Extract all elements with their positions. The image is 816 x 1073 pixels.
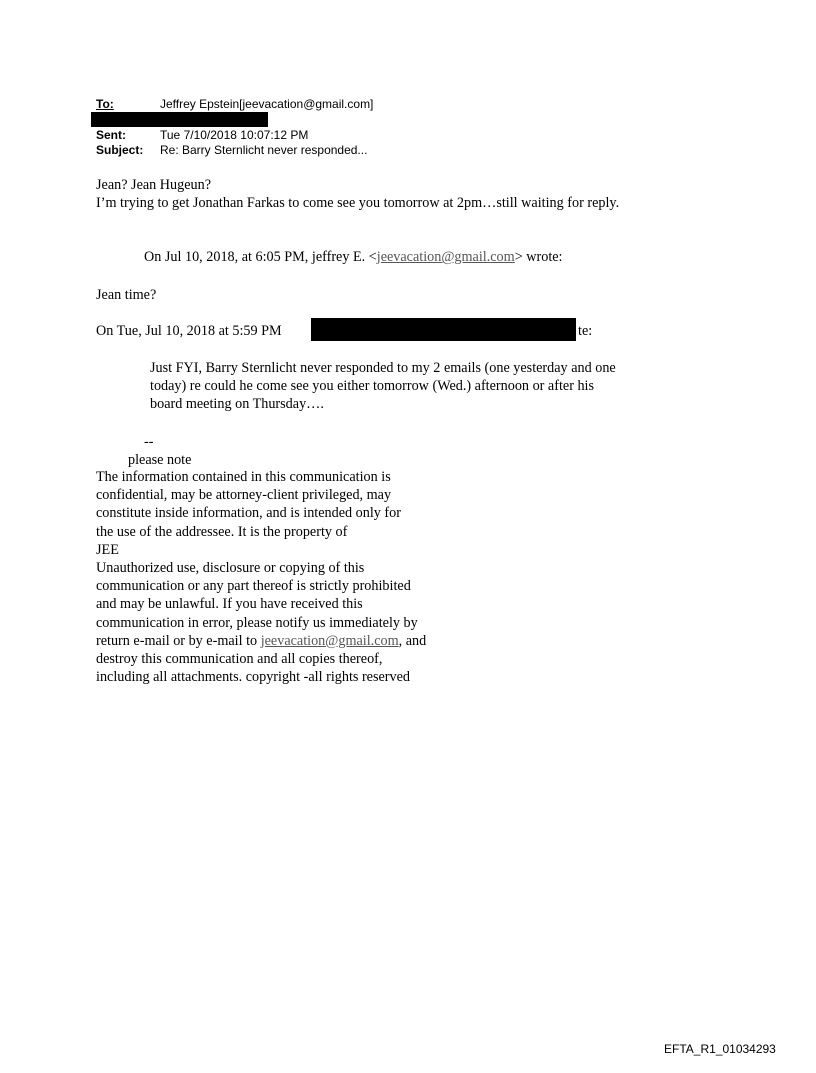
- disclaimer-line: destroy this communication and all copies thereof,: [96, 651, 383, 668]
- subject-value: Re: Barry Sternlicht never responded...: [160, 143, 368, 157]
- signature-dashes: --: [144, 434, 154, 450]
- disclaimer-line: JEE: [96, 541, 119, 558]
- disclaimer-line: including all attachments. copyright -all rights reserved: [96, 669, 411, 686]
- quoted-header-2-suffix: te:: [578, 323, 593, 339]
- quoted-email-link[interactable]: jeevacation@gmail.com: [376, 249, 515, 265]
- disclaimer-line: and may be unlawful. If you have received this: [96, 596, 363, 613]
- disclaimer-link-prefix: return e-mail or by e-mail to: [96, 632, 261, 649]
- disclaimer-line: The information contained in this communication is: [96, 469, 391, 485]
- quoted-body-2-line-1: Just FYI, Barry Sternlicht never responded to my 2 emails (one yesterday and one: [150, 360, 616, 376]
- disclaimer-line: confidential, may be attorney-client privileged, may: [96, 487, 392, 504]
- disclaimer-line: communication or any part thereof is strictly prohibited: [96, 578, 411, 595]
- redaction-bar-header: [91, 112, 268, 127]
- to-value: Jeffrey Epstein[jeevacation@gmail.com]: [160, 97, 374, 111]
- signature-note: please note: [128, 452, 192, 468]
- disclaimer-line: communication in error, please notify us immediately by: [96, 614, 418, 631]
- disclaimer-line: constitute inside information, and is intended only for: [96, 505, 401, 522]
- reply-line-2: I’m trying to get Jonathan Farkas to come see you tomorrow at 2pm…still waiting for reply.: [96, 195, 620, 211]
- sent-value: Tue 7/10/2018 10:07:12 PM: [160, 128, 309, 142]
- quoted-body-1: Jean time?: [96, 287, 157, 303]
- reply-line-1: Jean? Jean Hugeun?: [96, 177, 212, 193]
- quoted-body-2-line-2: today) re could he come see you either tomorrow (Wed.) afternoon or after his: [150, 378, 595, 394]
- disclaimer-link-line: [96, 632, 476, 650]
- document-id: EFTA_R1_01034293: [664, 1042, 776, 1056]
- disclaimer-line: the use of the addressee. It is the property of: [96, 523, 348, 540]
- quoted-header-2-prefix: On Tue, Jul 10, 2018 at 5:59 PM: [96, 323, 282, 339]
- disclaimer-link-suffix: , and: [398, 632, 427, 649]
- sent-label: Sent:: [96, 128, 126, 142]
- quoted-header-1-suffix: > wrote:: [514, 249, 563, 265]
- to-label: To:: [96, 97, 114, 111]
- quoted-header-1-prefix: On Jul 10, 2018, at 6:05 PM, jeffrey E. <: [144, 249, 377, 265]
- disclaimer-email-link[interactable]: jeevacation@gmail.com: [260, 632, 399, 649]
- subject-label: Subject:: [96, 143, 144, 157]
- quoted-body-2-line-3: board meeting on Thursday….: [150, 396, 324, 412]
- redaction-bar-sender: [311, 318, 576, 341]
- quoted-header-1: [144, 248, 563, 266]
- disclaimer-block: [96, 468, 476, 686]
- disclaimer-line: Unauthorized use, disclosure or copying of this: [96, 560, 365, 577]
